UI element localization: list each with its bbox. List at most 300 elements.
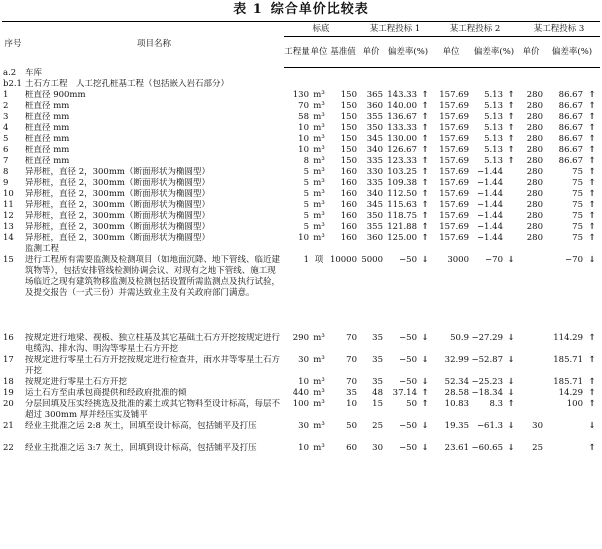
item-name: 异形桩，直径 2，300mm（断面形状为椭圆型） (25, 167, 210, 177)
row-number: 6 (3, 145, 9, 155)
bidder1-price: 25 (372, 421, 383, 431)
bidder3-price (518, 388, 544, 399)
bidder1-deviation: 130.00 (387, 134, 417, 144)
bidder3-deviation: 100 (566, 399, 583, 409)
unit: m³ (313, 200, 325, 210)
bidder3-price: 280 (526, 200, 543, 210)
item-name: 异形桩，直径 2，300mm（断面形状为椭圆型） (25, 189, 210, 199)
bidder3-price: 25 (532, 443, 543, 453)
bidder1-price: 350 (366, 211, 383, 221)
header-price-3: 单价 (518, 37, 544, 68)
header-deviation-3: 偏差率(%) (544, 37, 600, 68)
bidder1-trend-icon: ↑ (421, 388, 429, 398)
table-row (2, 101, 600, 112)
table-row (2, 90, 600, 101)
row-number: 13 (3, 222, 14, 232)
bidder1-price: 360 (366, 233, 383, 243)
bidder3-trend-icon: ↑ (588, 355, 596, 365)
row-number: 15 (3, 255, 14, 265)
bidder1-trend-icon: ↑ (421, 178, 429, 188)
bidder1-deviation: 112.50 (387, 189, 417, 199)
unit: m³ (313, 167, 325, 177)
bidder3-price (518, 68, 544, 80)
bidder1-trend-icon: ↑ (421, 233, 429, 243)
bidder1-deviation: 121.88 (387, 222, 417, 232)
item-name: 异形桩，直径 2，300mm（断面形状为椭圆型） (25, 233, 210, 243)
base-value: 70 (346, 377, 357, 387)
bidder1-trend-icon: ↑ (421, 90, 429, 100)
base-value (328, 68, 358, 80)
bidder3-trend-icon: ↑ (588, 90, 596, 100)
unit: m³ (313, 443, 325, 453)
bidder2-trend-icon: ↓ (507, 333, 515, 343)
unit (310, 79, 328, 90)
item-name: 监测工程 (25, 244, 60, 254)
bidder3-trend-icon: ↑ (588, 101, 596, 111)
row-number: 14 (3, 233, 14, 243)
row-number: 21 (3, 421, 14, 431)
item-name: 按规定进行零星土石方开挖 (25, 377, 128, 387)
bidder1-price: 360 (366, 101, 383, 111)
bidder2-price: 157.69 (439, 178, 469, 188)
unit: m³ (313, 355, 325, 365)
row-number: 18 (3, 377, 14, 387)
bidder1-price (358, 68, 384, 80)
item-name: 桩直径 mm (25, 101, 70, 111)
bidder3-trend-icon: ↑ (588, 112, 596, 122)
bidder1-deviation: 133.33 (387, 123, 417, 133)
bidder2-deviation: −52.87 (471, 355, 503, 365)
bidder2-deviation: 5.13 (484, 101, 503, 111)
unit: m³ (313, 421, 325, 431)
bidder3-price: 280 (526, 156, 543, 166)
item-name: 桩直径 900mm (25, 90, 86, 100)
bidder3-deviation: 86.67 (558, 134, 583, 144)
bidder2-deviation: 5.13 (484, 145, 503, 155)
bidder1-price: 340 (366, 189, 383, 199)
table-row (2, 145, 600, 156)
bidder3-deviation (544, 79, 584, 90)
bidder2-trend-icon: ↓ (507, 355, 515, 365)
item-name: 桩直径 mm (25, 134, 70, 144)
bidder1-trend-icon (418, 79, 432, 90)
bidder1-deviation: 115.63 (387, 200, 417, 210)
row-number: 3 (3, 112, 9, 122)
table-row (2, 377, 600, 388)
base-value: 160 (340, 200, 357, 210)
bidder3-deviation: 75 (572, 211, 583, 221)
bidder2-deviation: 5.13 (484, 112, 503, 122)
bidder3-deviation: 75 (572, 222, 583, 232)
base-value: 160 (340, 167, 357, 177)
header-deviation-1: 偏差率(%) (384, 37, 432, 68)
quantity: 58 (298, 112, 309, 122)
unit: m³ (313, 101, 325, 111)
bidder2-price: 157.69 (439, 189, 469, 199)
bidder2-deviation: 8.3 (489, 399, 503, 409)
bidder2-deviation: 5.13 (484, 156, 503, 166)
quantity: 10 (298, 377, 309, 387)
bidder3-trend-icon: ↑ (588, 145, 596, 155)
bidder2-trend-icon (504, 244, 518, 255)
bidder1-deviation: 37.14 (392, 388, 417, 398)
row-number: 20 (3, 399, 14, 409)
bidder2-trend-icon (504, 79, 518, 90)
table-row (2, 399, 600, 421)
table-row (2, 443, 600, 465)
unit: m³ (313, 112, 325, 122)
bidder3-deviation: 185.71 (553, 355, 583, 365)
bidder2-trend-icon (504, 178, 518, 189)
bidder2-price: 157.69 (439, 101, 469, 111)
table-row (2, 355, 600, 377)
bidder2-trend-icon: ↓ (507, 388, 515, 398)
bidder2-trend-icon: ↑ (507, 112, 515, 122)
bidder3-deviation: 185.71 (553, 377, 583, 387)
bidder2-price (432, 244, 470, 255)
unit: m³ (313, 178, 325, 188)
bidder3-trend-icon (584, 79, 600, 90)
item-name: 桩直径 mm (25, 156, 70, 166)
bidder3-price: 280 (526, 222, 543, 232)
bidder3-price: 280 (526, 101, 543, 111)
bidder1-trend-icon: ↓ (421, 355, 429, 365)
bidder1-trend-icon: ↓ (421, 443, 429, 453)
bidder1-trend-icon: ↓ (421, 421, 429, 431)
row-number: 5 (3, 134, 9, 144)
bidder3-deviation: 14.29 (558, 388, 583, 398)
bidder1-deviation: −50 (399, 377, 417, 387)
bidder2-price: 157.69 (439, 156, 469, 166)
row-number: 7 (3, 156, 9, 166)
bidder1-trend-icon: ↑ (421, 134, 429, 144)
bidder2-price: 157.69 (439, 112, 469, 122)
bidder2-price: 23.61 (444, 443, 469, 453)
base-value: 60 (346, 443, 357, 453)
bidder2-price: 157.69 (439, 145, 469, 155)
bidder1-price: 345 (366, 134, 383, 144)
quantity: 5 (303, 200, 309, 210)
unit: m³ (313, 388, 325, 398)
bidder1-price (358, 244, 384, 255)
bidder2-trend-icon (504, 222, 518, 233)
bidder3-price (518, 399, 544, 421)
quantity: 5 (303, 222, 309, 232)
bidder1-price: 48 (372, 388, 383, 398)
bidder2-trend-icon: ↑ (507, 145, 515, 155)
bidder1-trend-icon: ↓ (421, 255, 429, 265)
table-number: 表 1 (233, 2, 263, 17)
base-value (328, 244, 358, 255)
bidder1-trend-icon: ↑ (421, 101, 429, 111)
quantity: 10 (298, 233, 309, 243)
item-name: 土石方工程 人工挖孔桩基工程（包括嵌入岩石部分） (25, 79, 230, 89)
quantity: 30 (298, 421, 309, 431)
header-deviation-2: 偏差率(%) (470, 37, 518, 68)
bidder1-deviation: 123.33 (387, 156, 417, 166)
table-row (2, 255, 600, 333)
unit-price-comparison-table (2, 21, 600, 465)
table-row (2, 178, 600, 189)
bidder2-deviation: 5.13 (484, 123, 503, 133)
bidder2-trend-icon (504, 211, 518, 222)
header-bidder-3: 某工程投标 3 (518, 22, 600, 37)
quantity: 130 (292, 90, 309, 100)
bidder1-deviation: 118.75 (387, 211, 417, 221)
bidder3-deviation: 86.67 (558, 156, 583, 166)
bidder2-deviation (470, 79, 504, 90)
bidder3-trend-icon: ↑ (588, 333, 596, 343)
quantity: 10 (298, 123, 309, 133)
bidder3-trend-icon: ↑ (588, 233, 596, 243)
bidder2-deviation: −25.23 (471, 377, 503, 387)
quantity: 10 (298, 134, 309, 144)
item-name: 运土石方至由承包商提供和经政府批准的倾 (25, 388, 187, 398)
bidder3-price: 280 (526, 134, 543, 144)
row-number (2, 244, 24, 255)
base-value: 160 (340, 211, 357, 221)
bidder1-trend-icon: ↓ (421, 333, 429, 343)
bidder2-trend-icon (504, 167, 518, 178)
row-number: a.2 (3, 67, 17, 78)
bidder3-price (518, 355, 544, 377)
bidder3-trend-icon: ↑ (588, 388, 596, 398)
bidder3-deviation: −70 (565, 255, 583, 265)
bidder3-trend-icon: ↑ (588, 399, 596, 409)
table-row (2, 244, 600, 255)
bidder2-price: 10.83 (444, 399, 469, 409)
bidder2-trend-icon: ↑ (507, 134, 515, 144)
header-qty: 工程量 (284, 37, 310, 68)
bidder2-deviation: −70 (485, 255, 503, 265)
quantity: 8 (303, 156, 309, 166)
unit: m³ (313, 156, 325, 166)
bidder1-price: 355 (366, 112, 383, 122)
base-value: 160 (340, 189, 357, 199)
bidder1-trend-icon (418, 244, 432, 255)
quantity (284, 244, 310, 255)
row-number: 19 (3, 388, 14, 398)
bidder3-deviation: 86.67 (558, 112, 583, 122)
table-row (2, 156, 600, 167)
bidder3-trend-icon: ↑ (588, 189, 596, 199)
table-caption: 综合单价比较表 (270, 2, 369, 17)
bidder3-price: 280 (526, 211, 543, 221)
bidder2-deviation: −60.65 (471, 443, 503, 453)
table-row (2, 167, 600, 178)
item-name: 按规定进行零星土石方开挖按规定进行检查井，雨水井等零星土石方开挖 (25, 355, 281, 376)
bidder3-trend-icon: ↑ (588, 211, 596, 221)
item-name: 经业主批准之运 2:8 灰土，回填至设计标高，包括铺平及打压 (25, 421, 257, 431)
row-number: 1 (3, 90, 9, 100)
bidder1-deviation: 125.00 (387, 233, 417, 243)
quantity: 5 (303, 211, 309, 221)
quantity: 10 (298, 145, 309, 155)
bidder1-price: 5000 (361, 255, 383, 265)
row-number: 12 (3, 211, 14, 221)
bidder3-price: 280 (526, 178, 543, 188)
base-value: 160 (340, 178, 357, 188)
bidder3-trend-icon: ↑ (588, 200, 596, 210)
bidder1-deviation: −50 (399, 355, 417, 365)
table-row (2, 222, 600, 233)
bidder2-price: 157.69 (439, 211, 469, 221)
bidder3-price: 280 (526, 123, 543, 133)
bidder2-trend-icon: ↑ (507, 156, 515, 166)
bidder2-price: 157.69 (439, 90, 469, 100)
bidder1-deviation: −50 (399, 421, 417, 431)
header-item: 项目名称 (24, 22, 284, 68)
bidder3-deviation: 75 (572, 200, 583, 210)
bidder2-deviation (470, 244, 504, 255)
row-number: 8 (3, 167, 9, 177)
row-number: 2 (3, 101, 9, 111)
bidder2-deviation: −18.34 (471, 388, 503, 398)
quantity: 5 (303, 167, 309, 177)
bidder2-deviation: −1.44 (476, 233, 503, 243)
bidder1-deviation (384, 79, 418, 90)
bidder2-price: 157.69 (439, 200, 469, 210)
item-name: 按规定进行地梁、视板、独立柱基及其它基础土石方开挖按规定进行电缆沟、排水沟、明沟等零星土石方开挖 (25, 333, 281, 354)
bidder2-deviation: −1.44 (476, 178, 503, 188)
bidder1-deviation (384, 244, 418, 255)
base-value: 35 (346, 388, 357, 398)
bidder3-price: 280 (526, 90, 543, 100)
bidder1-deviation: 140.00 (387, 101, 417, 111)
bidder1-price: 350 (366, 123, 383, 133)
table-row (2, 134, 600, 145)
table-body (2, 68, 600, 466)
quantity: 5 (303, 178, 309, 188)
bidder2-price: 157.69 (439, 134, 469, 144)
unit: m³ (313, 90, 325, 100)
bidder3-price: 280 (526, 112, 543, 122)
bidder3-trend-icon: ↑ (588, 156, 596, 166)
base-value (328, 79, 358, 90)
bidder1-price: 30 (372, 443, 383, 453)
base-value: 10000 (329, 255, 357, 265)
table-row (2, 123, 600, 134)
item-name: 异形桩，直径 2，300mm（断面形状为椭圆型） (25, 211, 210, 221)
table-row (2, 211, 600, 222)
bidder2-price: 3000 (447, 255, 469, 265)
table-row (2, 333, 600, 355)
table-title (0, 0, 602, 20)
bidder3-deviation: 86.67 (558, 90, 583, 100)
row-number: 10 (3, 189, 14, 199)
bidder2-trend-icon: ↓ (507, 255, 515, 265)
item-name: 桩直径 mm (25, 145, 70, 155)
item-name: 异形桩，直径 2，300mm（断面形状为椭圆型） (25, 178, 210, 188)
base-value: 150 (340, 134, 357, 144)
unit: m³ (313, 233, 325, 243)
bidder1-trend-icon: ↑ (421, 399, 429, 409)
table-row (2, 68, 600, 80)
quantity: 440 (292, 388, 309, 398)
bidder1-deviation: 50 (406, 399, 417, 409)
quantity: 5 (303, 189, 309, 199)
base-value: 150 (340, 112, 357, 122)
base-value: 150 (340, 156, 357, 166)
bidder1-trend-icon: ↑ (421, 211, 429, 221)
base-value: 160 (340, 233, 357, 243)
bidder3-trend-icon: ↑ (588, 377, 596, 387)
bidder3-price: 280 (526, 189, 543, 199)
bidder3-deviation: 114.29 (553, 333, 583, 343)
unit: m³ (313, 399, 325, 409)
bidder1-deviation: −50 (399, 443, 417, 453)
header-bidder-1: 某工程投标 1 (358, 22, 432, 37)
unit: m³ (313, 377, 325, 387)
item-name: 车库 (25, 67, 43, 78)
quantity (284, 79, 310, 90)
quantity: 100 (292, 399, 309, 409)
bidder2-trend-icon (504, 68, 518, 80)
bidder2-deviation: −61.3 (476, 421, 503, 431)
bidder2-price: 157.69 (439, 233, 469, 243)
bidder3-trend-icon: ↑ (588, 178, 596, 188)
base-value: 10 (346, 399, 357, 409)
base-value: 70 (346, 355, 357, 365)
bidder3-trend-icon: ↑ (588, 134, 596, 144)
item-name: 异形桩，直径 2，300mm（断面形状为椭圆型） (25, 200, 210, 210)
bidder1-deviation (384, 68, 418, 80)
bidder2-trend-icon: ↓ (507, 443, 515, 453)
bidder3-deviation: 86.67 (558, 145, 583, 155)
bidder1-deviation: 126.67 (387, 145, 417, 155)
bidder2-deviation (470, 68, 504, 80)
table-row (2, 79, 600, 90)
header-base: 基准值 (328, 37, 358, 68)
bidder2-price: 157.69 (439, 123, 469, 133)
bidder1-trend-icon: ↑ (421, 222, 429, 232)
bidder2-price: 157.69 (439, 167, 469, 177)
bidder3-deviation: 86.67 (558, 101, 583, 111)
quantity: 70 (298, 101, 309, 111)
bidder2-trend-icon (504, 200, 518, 211)
unit (310, 244, 328, 255)
bidder2-trend-icon (504, 233, 518, 244)
bidder2-price (432, 79, 470, 90)
bidder1-trend-icon: ↑ (421, 156, 429, 166)
bidder2-deviation: −1.44 (476, 200, 503, 210)
row-number: 16 (3, 333, 14, 343)
table-row (2, 200, 600, 211)
bidder2-trend-icon: ↑ (507, 90, 515, 100)
bidder1-price: 15 (372, 399, 383, 409)
bidder2-price: 157.69 (439, 222, 469, 232)
bidder3-trend-icon: ↑ (588, 443, 596, 453)
unit: m³ (313, 333, 325, 343)
row-number: 17 (3, 355, 14, 365)
bidder1-price: 35 (372, 333, 383, 343)
bidder1-price: 365 (366, 90, 383, 100)
bidder3-trend-icon: ↓ (588, 421, 596, 431)
bidder1-deviation: 103.25 (387, 167, 417, 177)
bidder1-trend-icon: ↑ (421, 123, 429, 133)
bidder3-trend-icon: ↑ (588, 167, 596, 177)
bidder2-deviation: −1.44 (476, 167, 503, 177)
bidder1-price: 335 (366, 178, 383, 188)
bidder2-trend-icon: ↓ (507, 377, 515, 387)
table-row (2, 421, 600, 443)
base-value: 160 (340, 222, 357, 232)
unit: m³ (313, 189, 325, 199)
table-row (2, 112, 600, 123)
unit: m³ (313, 222, 325, 232)
item-name: 进行工程所有需要监测及检测项目（如地面沉降、地下管线、临近建筑物等），包括安排管线检测协调会议、对现有之地下管线、施工现场临近之现有建筑物移监测及检测包括设置所需监测点及执行试验，及提交报告（一式三份）并需达致业主及有关政府部门满意。 (25, 255, 281, 298)
bidder1-deviation: 109.38 (387, 178, 417, 188)
